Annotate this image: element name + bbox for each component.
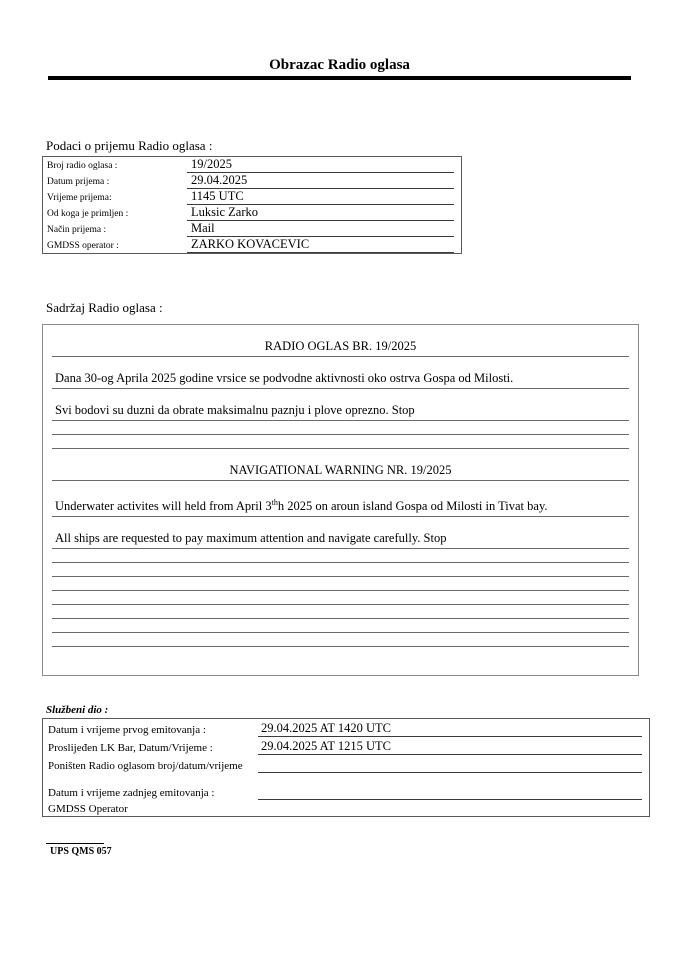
table-row — [43, 737, 649, 755]
content-line-text — [55, 499, 548, 514]
table-row — [43, 755, 649, 773]
reception-heading: Podaci o prijemu Radio oglasa : — [46, 138, 213, 153]
table-row — [43, 237, 461, 253]
field-label: Proslijeđen LK Bar, Datum/Vrijeme : — [48, 742, 213, 754]
content-line — [52, 357, 629, 389]
ruled-blank-line — [52, 633, 629, 647]
ruled-blank-line — [52, 421, 629, 435]
ruled-blank-line — [52, 549, 629, 563]
content-line — [52, 517, 629, 549]
content-heading: Sadržaj Radio oglasa : — [46, 300, 163, 315]
table-row — [43, 782, 649, 800]
ruled-blank-line — [52, 619, 629, 633]
field-value: 1145 UTC — [187, 189, 454, 205]
content-line — [52, 389, 629, 421]
content-line-text: Dana 30-og Aprila 2025 godine vrsice se podvodne aktivnosti oko ostrva Gospa od Milosti. — [55, 371, 514, 385]
title-divider — [48, 76, 631, 80]
content-line — [52, 449, 629, 481]
warning-line-prefix: Underwater activites will held from April 3 — [55, 499, 272, 513]
content-line — [52, 325, 629, 357]
field-label: Vrijeme prijema: — [47, 193, 112, 203]
content-line-text: NAVIGATIONAL WARNING NR. 19/2025 — [229, 463, 452, 477]
field-value — [258, 772, 642, 773]
warning-line-superscript: th — [271, 497, 278, 507]
form-code: UPS QMS 057 — [50, 846, 112, 857]
official-table — [42, 718, 650, 817]
field-label: Broj radio oglasa : — [47, 161, 118, 171]
page-title: Obrazac Radio oglasa — [269, 57, 410, 73]
table-row — [43, 205, 461, 221]
ruled-blank-line — [52, 591, 629, 605]
field-value: 19/2025 — [187, 157, 454, 173]
table-row — [43, 800, 649, 816]
field-value: 29.04.2025 AT 1420 UTC — [258, 721, 642, 737]
ruled-blank-line — [52, 563, 629, 577]
content-line-text: Svi bodovi su duzni da obrate maksimalnu paznju i plove oprezno. Stop — [55, 403, 415, 417]
reception-table — [42, 156, 462, 254]
field-label: GMDSS Operator — [48, 803, 128, 815]
content-line — [52, 481, 629, 517]
row-spacer — [43, 773, 649, 782]
ruled-blank-line — [52, 605, 629, 619]
table-row — [43, 719, 649, 737]
field-value: ZARKO KOVACEVIC — [187, 237, 454, 253]
field-value: 29.04.2025 AT 1215 UTC — [258, 739, 642, 755]
field-label: GMDSS operator : — [47, 241, 119, 251]
field-label: Poništen Radio oglasom broj/datum/vrijeme — [48, 760, 243, 772]
content-box — [42, 324, 639, 676]
table-row — [43, 189, 461, 205]
field-label: Način prijema : — [47, 225, 107, 235]
field-label: Datum prijema : — [47, 177, 110, 187]
table-row — [43, 157, 461, 173]
field-label: Datum i vrijeme prvog emitovanja : — [48, 724, 206, 736]
table-row — [43, 173, 461, 189]
field-value: Luksic Zarko — [187, 205, 454, 221]
footer-divider — [46, 843, 104, 844]
field-value — [258, 799, 642, 800]
field-label: Datum i vrijeme zadnjeg emitovanja : — [48, 787, 215, 799]
field-value: Mail — [187, 221, 454, 237]
content-line-text: RADIO OGLAS BR. 19/2025 — [264, 339, 417, 353]
table-row — [43, 221, 461, 237]
ruled-blank-line — [52, 435, 629, 449]
official-heading: Službeni dio : — [46, 704, 109, 716]
field-value: 29.04.2025 — [187, 173, 454, 189]
content-line-text: All ships are requested to pay maximum attention and navigate carefully. Stop — [55, 531, 447, 545]
footer — [46, 843, 679, 858]
ruled-blank-line — [52, 577, 629, 591]
warning-line-suffix: h 2025 on aroun island Gospa od Milosti in Tivat bay. — [277, 499, 548, 513]
field-label: Od koga je primljen : — [47, 209, 129, 219]
